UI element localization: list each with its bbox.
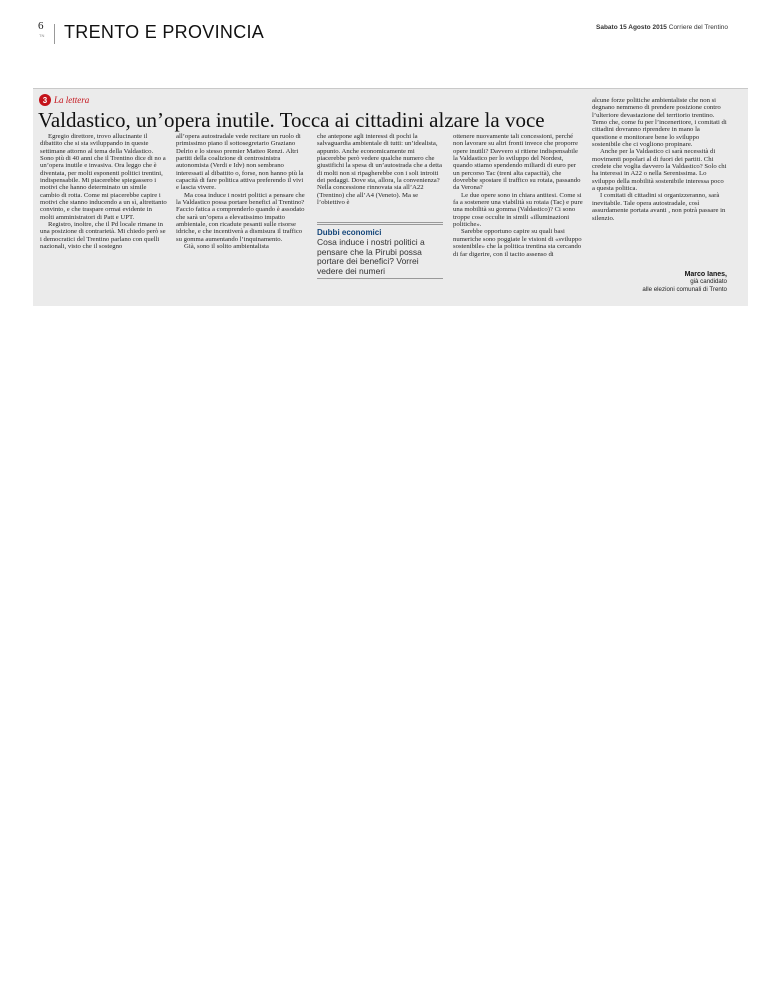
paragraph: I comitati di cittadini si organizzeranno, sarà inevitabile. Tale opera autostradale, così assurdamente portata avanti , non potrà passare in silenzio.: [592, 192, 726, 222]
number-badge-icon: 3: [39, 94, 51, 106]
article-column-4: [453, 133, 583, 258]
pull-quote-rule: [317, 222, 443, 225]
kicker: [39, 94, 89, 106]
page-edition-code: TN: [39, 33, 45, 38]
article-column-3: [317, 133, 443, 206]
newspaper-name: Corriere del Trentino: [668, 24, 728, 31]
issue-date: Sabato 15 Agosto 2015: [596, 24, 667, 31]
section-title: TRENTO E PROVINCIA: [64, 22, 265, 42]
header-dateline: [596, 24, 728, 31]
kicker-label: La lettera: [54, 95, 90, 105]
pull-quote-text: Cosa induce i nostri politici a pensare che la Pirubi possa portare dei benefici? Vorrei vedere dei numeri: [317, 237, 425, 276]
pull-quote-label: Dubbi economici: [317, 228, 382, 237]
paragraph: alcune forze politiche ambientaliste che non si degnano nemmeno di prendere posizione contro l’ulteriore devastazione del territorio trentino. Temo che, come fu per l’inceneritore, i comitati di cittadini dovranno riprendere in mano la questione e monitorare bene lo sviluppo sostenibile che ci vogliono propinare.: [592, 97, 727, 149]
page-header: [0, 0, 768, 60]
author-name: Marco Ianes,: [684, 271, 727, 278]
paragraph: Già, sono il solito ambientalista: [184, 243, 269, 251]
paragraph: Egregio direttore, trovo allucinante il dibattito che si sta sviluppando in queste settimane attorno al tema della Valdastico. Sono più di 40 anni che il Trentino dice di no a un’opera inutile e invasiva. Ora leggo che è diventata, per molti esponenti politici trentini, indispensabile. Mi piacerebbe spiegassero i motivi che hanno determinato un simile cambio di rotta. Come mi piacerebbe capire i motivi che stanno inducendo a un sì, altrettanto convinto, e che traspare ormai evidente in molti amministratori di Patt e UPT.: [40, 133, 167, 221]
paragraph: all’opera autostradale vede recitare un ruolo di primissimo piano il sottosegretario Graziano Delrio e lo stesso premier Matteo Renzi. Altri partiti della coalizione di centrosinistra autonomista (Verdi e Idv) non sembrano interessati al dibattito o, forse, non hanno più la capacità di fare politica attiva preferendo il vivi e lascia vivere.: [176, 133, 304, 192]
author-role: già candidato: [690, 278, 727, 285]
headline: Valdastico, un’opera inutile. Tocca ai cittadini alzare la voce: [38, 108, 545, 132]
article-column-2: [176, 133, 307, 251]
paragraph: Le due opere sono in chiara antitesi. Come si fa a sostenere una viabilità su rotaia (Tac) e pure una mobilità su gomma (Valdastico)? Ci sono troppe cose occulte in simili «illuminazioni politiche».: [453, 191, 583, 229]
paragraph: che antepone agli interessi di pochi la salvaguardia ambientale di tutti: un’idealista, appunto. Anche economicamente mi piacerebbe però vedere qualche numero che giustifichi la spesa di un’autostrada che a detta di molti non si ripagherebbe con i soli introiti dei pedaggi. Dove sta, allora, la convenienza? Nella concessione rinnovata sia all’A22 (Trentino) che all’A4 (Veneto). Ma se l’obiettivo è: [317, 133, 442, 207]
paragraph: ottenere nuovamente tali concessioni, perché non lavorare su altri fronti invece che proporre opere inutili? Davvero si ritiene indispensabile la Valdastico per lo sviluppo del Nordest, quando stiamo spendendo miliardi di euro per un percorso Tac (treni alta capacità), che dovrebbe spostare il traffico su rotaia, passando da Verona?: [453, 133, 581, 192]
author-role-detail: alle elezioni comunali di Trento: [642, 286, 727, 293]
pull-quote: [317, 222, 443, 279]
letter-article: [33, 88, 748, 306]
author-signature: [592, 271, 727, 294]
article-column-5: [592, 97, 727, 222]
paragraph: Ma cosa induce i nostri politici a pensare che la Valdastico possa portare benefici al Trentino? Faccio fatica a comprenderlo quando è assodato che sarà un’opera a elevatissimo impatto ambientale, con ricadute pesanti sulle risorse idriche, e che incentiverà a dismisura il traffico su gomma aumentando l’inquinamento.: [176, 191, 305, 243]
pull-quote-bottom-rule: [317, 278, 443, 279]
paragraph: Anche per la Valdastico ci sarà necessità di movimenti popolari al di fuori dei partiti. Chi credete che voglia davvero la Valdastico? Solo chi ha interessi in A22 o nella Serenissima. Lo sviluppo della mobilità sostenibile interessa poco a questa politica.: [592, 148, 727, 193]
page-number: 6: [38, 20, 44, 32]
paragraph: Sarebbe opportuno capire su quali basi numeriche sono poggiate le visioni di «sviluppo sostenibile» che la politica trentina sta cercando di far digerire, con il tacito assenso di: [453, 228, 582, 258]
article-column-1: [40, 133, 167, 251]
paragraph: Registro, inoltre, che il Pd locale rimane in una posizione di contrarietà. Mi chiedo però se i democratici del Trentino parlano con quelli nazionali, visto che il sostegno: [40, 221, 166, 251]
header-divider: [54, 24, 55, 44]
